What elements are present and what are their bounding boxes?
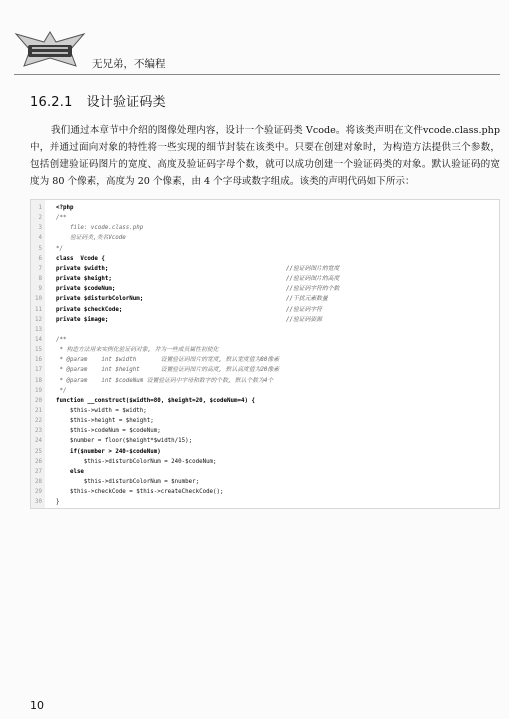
code-line bbox=[31, 376, 499, 386]
line-number: 12 bbox=[35, 316, 42, 323]
code-line bbox=[31, 436, 499, 446]
header-divider bbox=[14, 74, 500, 75]
code-text: else bbox=[56, 468, 84, 475]
line-number: 16 bbox=[35, 357, 42, 364]
line-number: 1 bbox=[38, 205, 42, 211]
line-number: 7 bbox=[38, 265, 42, 272]
line-number: 15 bbox=[35, 347, 42, 354]
code-comment: //验证码资源 bbox=[286, 316, 322, 323]
section-number: 16.2.1 bbox=[30, 95, 73, 110]
line-number: 23 bbox=[35, 428, 42, 435]
code-line bbox=[31, 294, 499, 304]
line-number: 21 bbox=[35, 408, 42, 414]
code-text: */ bbox=[56, 245, 63, 252]
code-text: $this->width = $width; bbox=[56, 408, 147, 414]
code-line bbox=[31, 426, 499, 436]
line-number: 26 bbox=[35, 458, 42, 465]
line-number: 17 bbox=[35, 367, 42, 374]
page-number: 10 bbox=[30, 699, 44, 712]
code-line bbox=[31, 406, 499, 416]
site-logo bbox=[14, 28, 86, 72]
code-comment: //验证码图片的高度 bbox=[286, 276, 340, 283]
code-text: * @param int $codeNum 设置验证码中字母和数字的个数, 默认个数为4个 bbox=[56, 377, 274, 384]
line-number: 10 bbox=[35, 296, 42, 303]
code-comment: //验证码图片的宽度 bbox=[286, 265, 340, 272]
line-number: 28 bbox=[35, 479, 42, 486]
code-text: $this->disturbColorNum = 240-$codeNum; bbox=[56, 458, 217, 465]
code-line bbox=[31, 477, 499, 487]
code-text: function __construct($width=80, $height=20, $codeNum=4) { bbox=[56, 397, 255, 404]
line-number: 8 bbox=[38, 276, 42, 283]
code-line bbox=[31, 233, 499, 243]
code-comment: //验证码字符的个数 bbox=[286, 286, 340, 293]
code-text: private $codeNum; bbox=[56, 286, 116, 293]
code-text: file: vcode.class.php bbox=[56, 225, 144, 232]
header-tagline: 无兄弟，不编程 bbox=[92, 58, 166, 70]
code-text: $this->height = $height; bbox=[56, 418, 154, 425]
code-line bbox=[31, 284, 499, 294]
code-line bbox=[31, 396, 499, 406]
code-text: private $image; bbox=[56, 316, 109, 323]
body-paragraph: 我们通过本章节中介绍的图像处理内容，设计一个验证码类 Vcode。将该类声明在文件vcode.class.php 中，并通过面向对象的特性将一些实现的细节封装在该类中。只要在创建对象时，为构造方法提供三个参数，包括创建验证码图片的宽度、高度及验证码字母个数，就可以成功创建一个验证码类的对象。默认验证码的宽度为 80 个像素，高度为 20 个像素，由 4 个字母或数字组成。该类的声明代码如下所示： bbox=[30, 125, 500, 187]
code-text: class Vcode { bbox=[56, 255, 105, 262]
line-number: 29 bbox=[35, 489, 42, 496]
line-number: 6 bbox=[38, 255, 42, 262]
line-number: 18 bbox=[35, 377, 42, 384]
line-number: 11 bbox=[35, 306, 42, 313]
line-number: 25 bbox=[35, 448, 42, 455]
code-text: $this->codeNum = $codeNum; bbox=[56, 428, 161, 435]
code-line bbox=[31, 315, 499, 325]
code-line bbox=[31, 213, 499, 223]
code-text: /** bbox=[56, 215, 67, 222]
code-line bbox=[31, 254, 499, 264]
line-number: 14 bbox=[35, 336, 42, 343]
code-line bbox=[31, 345, 499, 355]
code-line bbox=[31, 325, 499, 335]
code-line bbox=[31, 447, 499, 457]
code-text: /** bbox=[56, 336, 67, 343]
section-heading bbox=[30, 91, 166, 110]
code-line bbox=[31, 467, 499, 477]
code-text: */ bbox=[56, 387, 67, 394]
code-text: * @param int $width 设置验证码图片的宽度, 默认宽度值为80像素 bbox=[56, 357, 280, 364]
code-text: private $width; bbox=[56, 265, 109, 272]
code-text: $this->disturbColorNum = $number; bbox=[56, 479, 200, 486]
code-text: * 构造方法用来实例化验证码对象, 并为一些成员属性初使化 bbox=[56, 347, 219, 354]
code-line bbox=[31, 365, 499, 375]
code-text: private $checkCode; bbox=[56, 306, 123, 313]
line-number: 4 bbox=[38, 235, 42, 242]
code-comment: //干扰元素数量 bbox=[286, 296, 328, 303]
code-line bbox=[31, 457, 499, 467]
code-line bbox=[31, 386, 499, 396]
code-line bbox=[31, 223, 499, 233]
line-number: 30 bbox=[35, 499, 42, 506]
code-text: 验证码类,类名Vcode bbox=[56, 235, 126, 242]
code-text: private $height; bbox=[56, 276, 112, 283]
line-number: 13 bbox=[35, 326, 42, 333]
code-line bbox=[31, 497, 499, 507]
code-listing bbox=[30, 199, 500, 509]
line-number: 3 bbox=[38, 225, 42, 232]
line-number: 2 bbox=[38, 215, 42, 222]
code-line bbox=[31, 416, 499, 426]
code-line bbox=[31, 274, 499, 284]
line-number: 24 bbox=[35, 438, 42, 445]
code-line bbox=[31, 264, 499, 274]
code-text: * @param int $height 设置验证码图片的高度, 默认高度值为20像素 bbox=[56, 367, 280, 374]
code-text: } bbox=[56, 499, 60, 506]
code-text: $number = floor($height*$width/15); bbox=[56, 438, 193, 445]
line-number: 19 bbox=[35, 387, 42, 394]
code-line bbox=[31, 335, 499, 345]
line-number: 22 bbox=[35, 418, 42, 425]
code-text: $this->checkCode = $this->createCheckCode(); bbox=[56, 489, 224, 496]
line-number: 27 bbox=[35, 468, 42, 475]
code-text: <?php bbox=[56, 205, 74, 211]
line-number: 9 bbox=[38, 286, 42, 293]
code-comment: //验证码字符 bbox=[286, 306, 322, 313]
code-text: private $disturbColorNum; bbox=[56, 296, 144, 303]
code-line bbox=[31, 305, 499, 315]
section-title: 设计验证码类 bbox=[86, 95, 166, 110]
line-number: 5 bbox=[38, 245, 42, 252]
code-line bbox=[31, 355, 499, 365]
code-text: if($number > 240-$codeNum) bbox=[56, 448, 161, 455]
code-line bbox=[31, 203, 499, 213]
code-line bbox=[31, 487, 499, 497]
line-number: 20 bbox=[35, 397, 42, 404]
code-line bbox=[31, 244, 499, 254]
